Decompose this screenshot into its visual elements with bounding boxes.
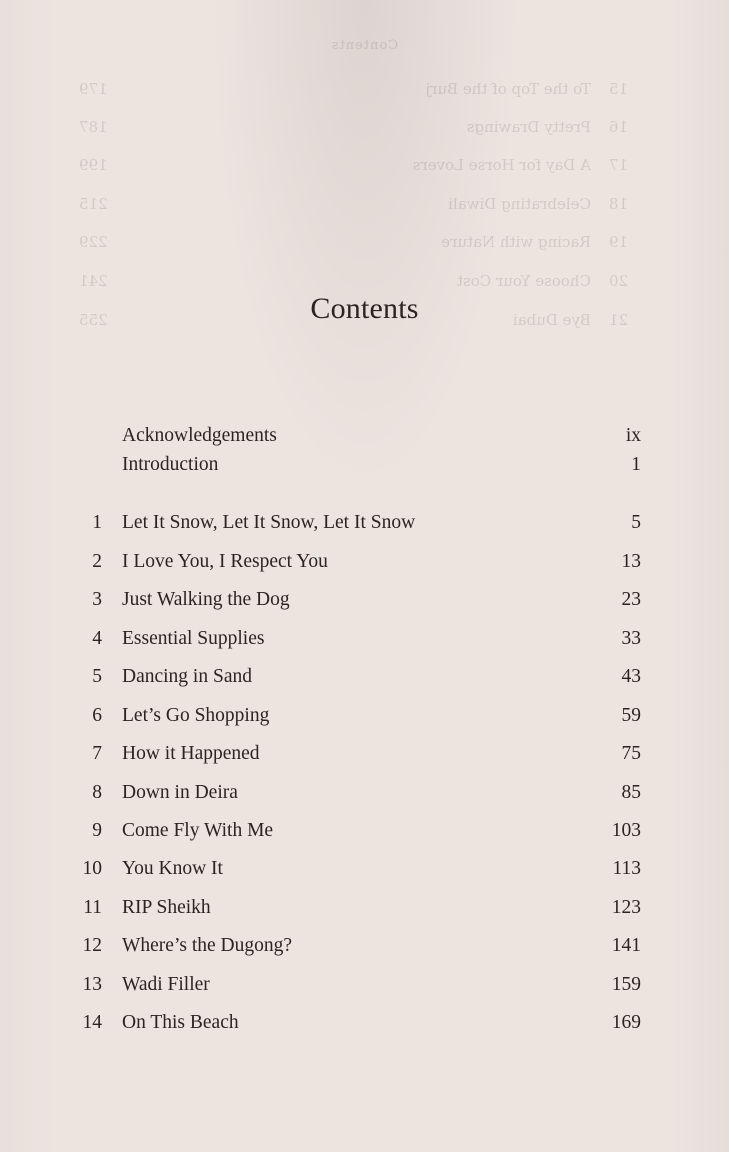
show-through-number: 19 [609,233,629,251]
chapter-page: 75 [621,743,641,764]
toc-chapter-3[interactable] [0,587,729,613]
chapter-page: 23 [621,589,641,610]
toc-entry-page: 1 [631,454,641,475]
show-through-page: 255 [79,311,108,329]
chapter-page: 169 [611,1012,641,1033]
show-through-page: 187 [79,118,108,136]
chapter-number: 10 [82,858,102,879]
chapter-number: 5 [92,666,102,687]
toc-entry-introduction[interactable] [0,452,729,478]
show-through-title: To the Top of the Burj [425,80,591,98]
chapter-number: 13 [82,974,102,995]
show-through-page: 229 [79,233,108,251]
chapter-title: On This Beach [122,1012,239,1033]
chapter-number: 1 [92,512,102,533]
chapter-title: I Love You, I Respect You [122,551,328,572]
chapter-number: 9 [92,820,102,841]
show-through-page: 179 [79,80,108,98]
toc-entry-title: Introduction [122,454,219,475]
show-through-number: 17 [609,156,629,174]
chapter-number: 8 [92,782,102,803]
chapter-number: 2 [92,551,102,572]
chapter-title: Let’s Go Shopping [122,705,270,726]
show-through-header: Contents [330,38,399,53]
chapter-page: 33 [621,628,641,649]
chapter-title: Where’s the Dugong? [122,935,293,956]
show-through-page: 215 [79,195,108,213]
chapter-page: 123 [611,897,641,918]
show-through-number: 15 [609,80,629,98]
chapter-title: Let It Snow, Let It Snow, Let It Snow [122,512,416,533]
chapter-number: 4 [92,628,102,649]
chapter-number: 12 [82,935,102,956]
show-through-page: 199 [79,156,108,174]
show-through-title: A Day for Horse Lovers [412,156,591,174]
show-through-title: Choose Your Cost [456,272,591,290]
show-through-number: 16 [609,118,629,136]
show-through-title: Pretty Drawings [466,118,591,136]
chapter-number: 6 [92,705,102,726]
toc-chapter-12[interactable] [0,933,729,959]
chapter-title: Wadi Filler [122,974,210,995]
show-through-title: Bye Dubai [512,311,591,329]
chapter-title: Come Fly With Me [122,820,274,841]
toc-chapter-6[interactable] [0,703,729,729]
toc-chapter-1[interactable] [0,510,729,536]
chapter-page: 159 [611,974,641,995]
toc-chapter-4[interactable] [0,626,729,652]
toc-chapter-10[interactable] [0,856,729,882]
chapter-number: 7 [92,743,102,764]
chapter-number: 3 [92,589,102,610]
chapter-title: Down in Deira [122,782,238,803]
show-through-number: 20 [609,272,629,290]
chapter-title: RIP Sheikh [122,897,211,918]
toc-chapter-7[interactable] [0,741,729,767]
toc-entry-page: ix [625,425,641,446]
chapter-page: 103 [611,820,641,841]
chapter-page: 43 [621,666,641,687]
chapter-page: 113 [612,858,641,879]
chapter-title: How it Happened [122,743,260,764]
page-title: Contents [310,292,419,326]
chapter-number: 11 [83,897,102,918]
chapter-title: Essential Supplies [122,628,265,649]
toc-chapter-2[interactable] [0,549,729,575]
toc-chapter-13[interactable] [0,972,729,998]
chapter-number: 14 [82,1012,102,1033]
show-through-page: 241 [79,272,108,290]
chapter-page: 85 [621,782,641,803]
chapter-page: 5 [631,512,641,533]
toc-chapter-11[interactable] [0,895,729,921]
chapter-title: Dancing in Sand [122,666,252,687]
toc-entry-title: Acknowledgements [122,425,277,446]
show-through-number: 21 [609,311,629,329]
chapter-title: You Know It [122,858,223,879]
chapter-page: 59 [621,705,641,726]
toc-chapter-9[interactable] [0,818,729,844]
chapter-title: Just Walking the Dog [122,589,290,610]
toc-chapter-14[interactable] [0,1010,729,1036]
toc-chapter-8[interactable] [0,780,729,806]
chapter-page: 141 [611,935,641,956]
show-through-title: Celebrating Diwali [448,195,591,213]
show-through-number: 18 [609,195,629,213]
toc-entry-acknowledgements[interactable] [0,423,729,449]
show-through-title: Racing with Nature [441,233,591,251]
toc-chapter-5[interactable] [0,664,729,690]
chapter-page: 13 [621,551,641,572]
